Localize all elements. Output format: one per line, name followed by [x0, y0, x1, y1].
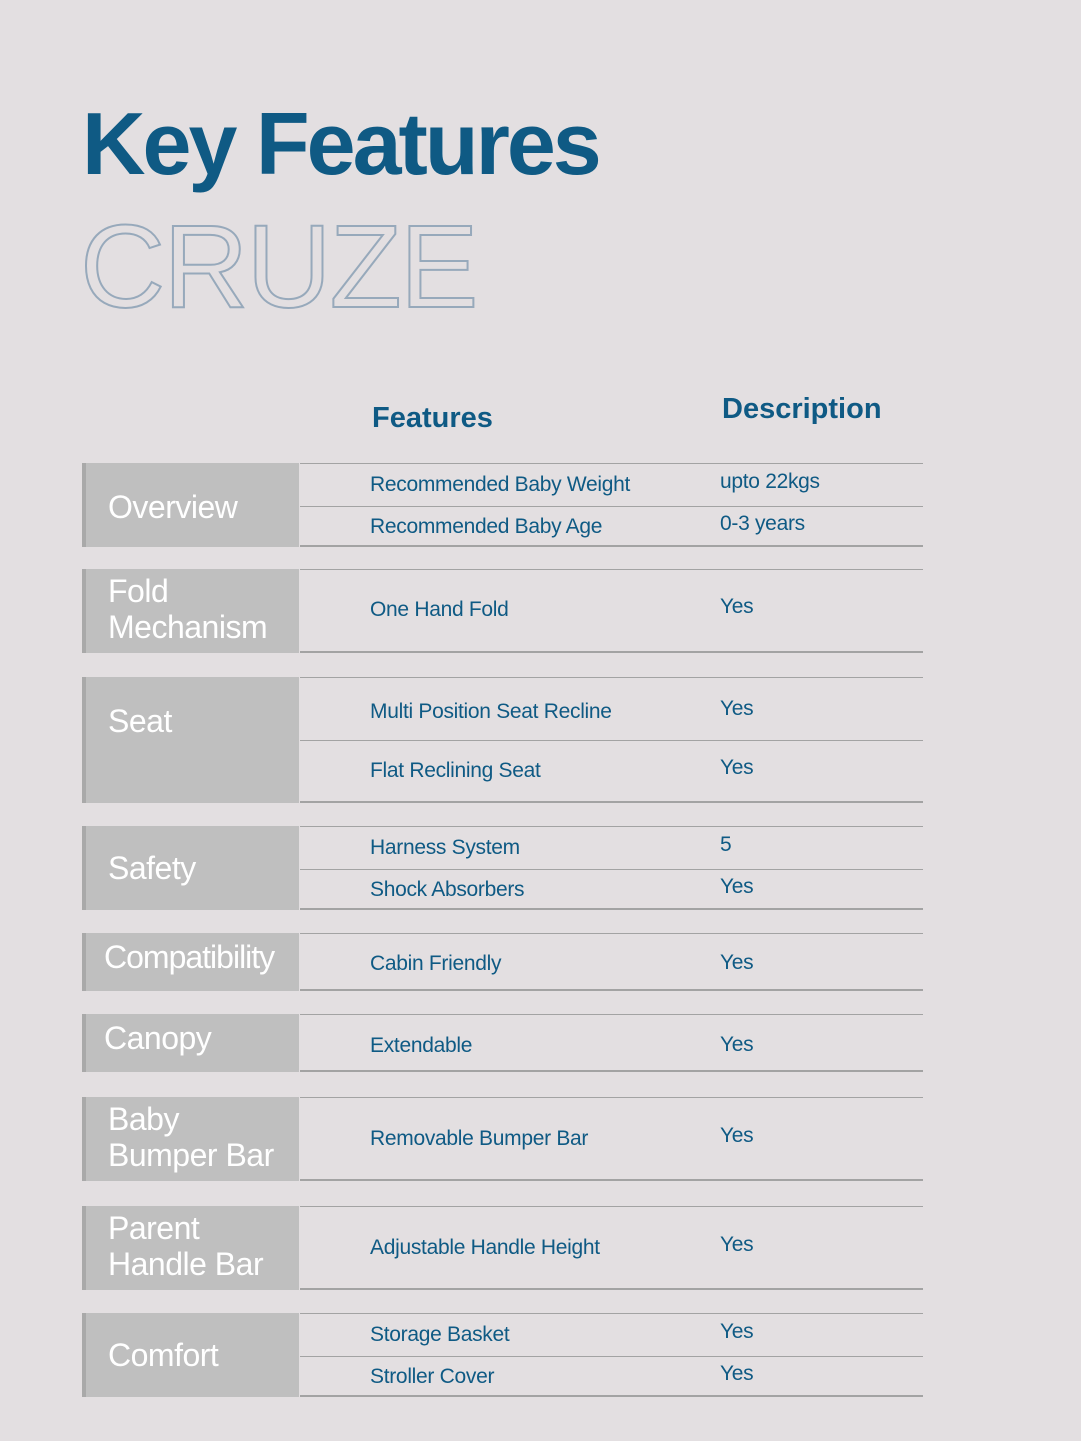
feature-rows [300, 1097, 923, 1181]
feature-name: Stroller Cover [370, 1365, 495, 1388]
feature-rows [300, 1206, 923, 1290]
feature-rows [300, 933, 923, 991]
feature-description: Yes [720, 875, 754, 898]
feature-description: Yes [720, 951, 754, 974]
feature-rows [300, 569, 923, 653]
group-comfort [82, 1313, 923, 1397]
group-parent-handle-bar [82, 1206, 923, 1290]
feature-name: Removable Bumper Bar [370, 1127, 589, 1150]
category-label: Compatibility [104, 939, 275, 975]
feature-name: Recommended Baby Age [370, 515, 603, 538]
group-compatibility [82, 933, 923, 991]
group-canopy [82, 1014, 923, 1072]
category-label: Fold Mechanism [108, 573, 268, 645]
feature-name: Storage Basket [370, 1323, 510, 1346]
feature-description: upto 22kgs [720, 470, 820, 493]
category-cell [82, 677, 299, 803]
feature-name: Multi Position Seat Recline [370, 700, 612, 723]
feature-name: Extendable [370, 1034, 473, 1057]
category-label: Safety [108, 850, 196, 886]
feature-name: Adjustable Handle Height [370, 1236, 600, 1259]
category-label: Parent Handle Bar [108, 1210, 264, 1282]
feature-rows [300, 463, 923, 547]
category-cell [82, 463, 299, 547]
group-fold-mechanism [82, 569, 923, 653]
product-name: CRUZE [80, 201, 477, 333]
group-baby-bumper-bar [82, 1097, 923, 1181]
category-cell [82, 1014, 299, 1072]
category-cell [82, 1097, 299, 1181]
category-label: Seat [108, 703, 172, 739]
feature-description: Yes [720, 1124, 754, 1147]
category-cell [82, 826, 299, 910]
feature-rows [300, 826, 923, 910]
feature-name: One Hand Fold [370, 598, 509, 621]
column-header-description: Description [722, 393, 882, 425]
feature-rows [300, 1014, 923, 1072]
category-cell [82, 1313, 299, 1397]
feature-rows [300, 677, 923, 803]
feature-description: Yes [720, 697, 754, 720]
group-seat [82, 677, 923, 803]
group-overview [82, 463, 923, 547]
feature-description: Yes [720, 595, 754, 618]
feature-name: Shock Absorbers [370, 878, 525, 901]
feature-name: Recommended Baby Weight [370, 473, 631, 496]
feature-name: Flat Reclining Seat [370, 759, 541, 782]
category-cell [82, 1206, 299, 1290]
category-label: Baby Bumper Bar [108, 1101, 274, 1173]
row-divider [300, 1356, 923, 1357]
category-label: Comfort [108, 1337, 219, 1373]
row-divider [300, 740, 923, 741]
feature-description: Yes [720, 1233, 754, 1256]
feature-description: Yes [720, 1362, 754, 1385]
feature-description: Yes [720, 1320, 754, 1343]
feature-description: 5 [720, 833, 732, 856]
category-label: Overview [108, 489, 238, 525]
feature-name: Harness System [370, 836, 520, 859]
category-label: Canopy [104, 1020, 212, 1056]
feature-name: Cabin Friendly [370, 952, 502, 975]
row-divider [300, 506, 923, 507]
category-cell [82, 933, 299, 991]
column-header-features: Features [372, 402, 493, 434]
feature-rows [300, 1313, 923, 1397]
group-safety [82, 826, 923, 910]
feature-description: Yes [720, 1033, 754, 1056]
feature-description: Yes [720, 756, 754, 779]
page-title: Key Features [82, 94, 599, 193]
row-divider [300, 869, 923, 870]
feature-description: 0-3 years [720, 512, 805, 535]
category-cell [82, 569, 299, 653]
